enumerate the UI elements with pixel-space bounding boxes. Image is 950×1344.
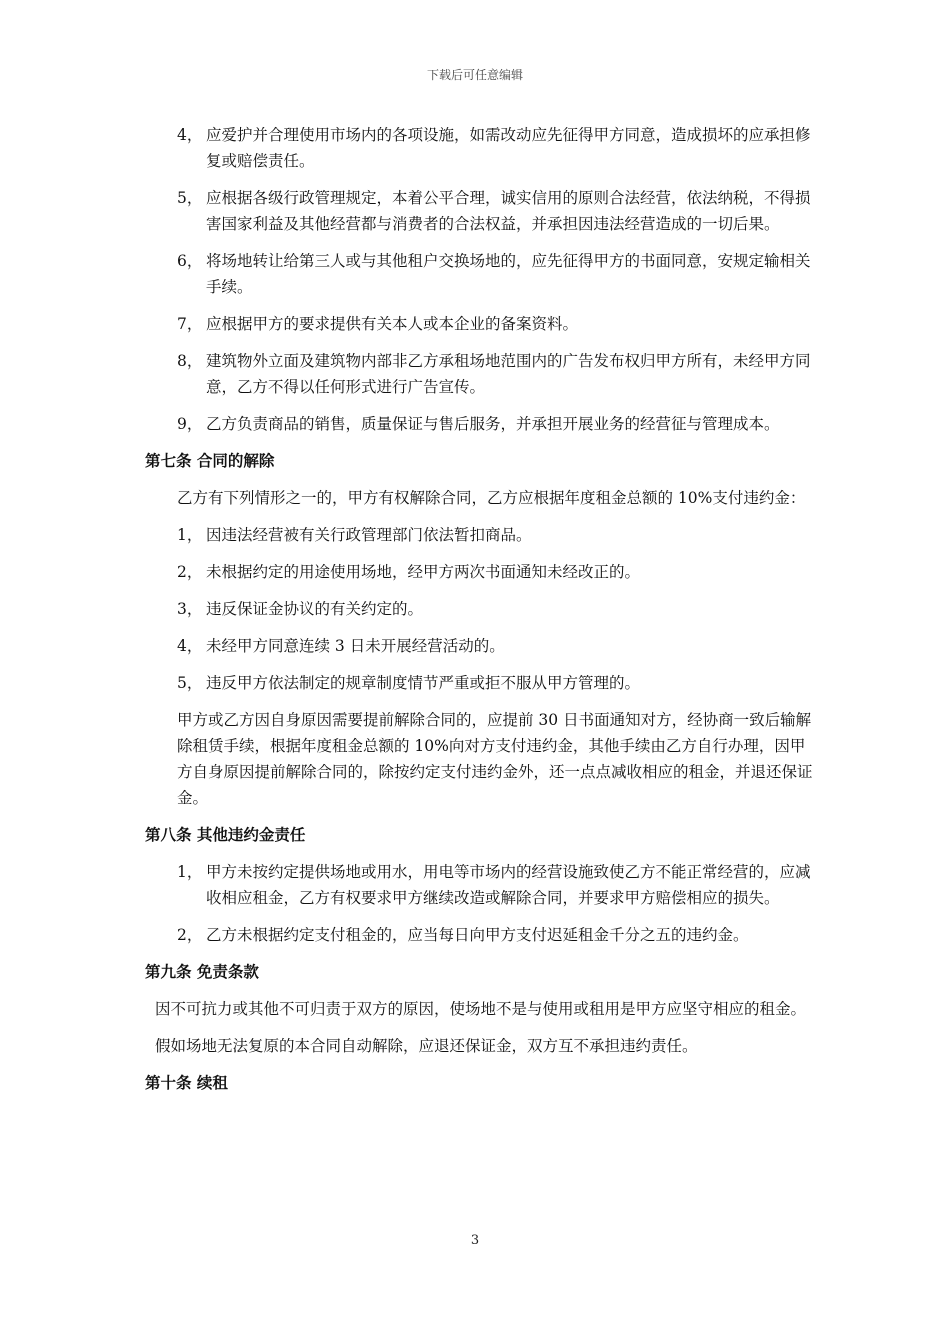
section-9-paragraph-2: 假如场地无法复原的本合同自动解除，应退还保证金，双方互不承担违约责任。 [155, 1037, 698, 1055]
list-number: 1， [177, 863, 203, 881]
list-number: 5， [177, 189, 203, 207]
list-item [145, 670, 815, 696]
list-text: 违反保证金协议的有关约定的。 [206, 600, 424, 618]
list-number: 7， [177, 315, 203, 333]
list-text: 乙方负责商品的销售，质量保证与售后服务，并承担开展业务的经营征与管理成本。 [206, 415, 780, 433]
list-number: 4， [177, 126, 203, 144]
list-text: 将场地转让给第三人或与其他租户交换场地的，应先征得甲方的书面同意，安规定输相关手续。 [206, 252, 811, 296]
list-item [145, 559, 815, 585]
section-7-intro: 乙方有下列情形之一的，甲方有权解除合同，乙方应根据年度租金总额的 10%支付违约金： [177, 489, 806, 507]
list-number: 4， [177, 637, 203, 655]
list-number: 5， [177, 674, 203, 692]
page-number: 3 [470, 1233, 480, 1248]
list-number: 9， [177, 415, 203, 433]
list-item [145, 859, 815, 911]
list-number: 2， [177, 926, 203, 944]
list-item [145, 248, 815, 300]
list-text: 应爱护并合理使用市场内的各项设施，如需改动应先征得甲方同意，造成损坏的应承担修复或赔偿责任。 [206, 126, 811, 170]
list-item [145, 522, 815, 548]
page-header: 下载后可任意编辑 [426, 68, 523, 82]
list-text: 应根据各级行政管理规定，本着公平合理，诚实信用的原则合法经营，依法纳税，不得损害国家利益及其他经营都与消费者的合法权益，并承担因违法经营造成的一切后果。 [206, 189, 811, 233]
list-number: 2， [177, 563, 203, 581]
list-text: 应根据甲方的要求提供有关本人或本企业的备案资料。 [206, 315, 579, 333]
list-text: 违反甲方依法制定的规章制度情节严重或拒不服从甲方管理的。 [206, 674, 641, 692]
list-text: 因违法经营被有关行政管理部门依法暂扣商品。 [206, 526, 532, 544]
section-9-paragraph-1: 因不可抗力或其他不可归责于双方的原因，使场地不是与使用或租用是甲方应坚守相应的租金。 [155, 1000, 807, 1018]
section-heading-10: 第十条 续租 [145, 1074, 228, 1092]
section-heading-7: 第七条 合同的解除 [145, 452, 275, 470]
list-number: 1， [177, 526, 203, 544]
list-item [145, 185, 815, 237]
section-heading-9: 第九条 免责条款 [145, 963, 259, 981]
list-item [145, 311, 815, 337]
list-text: 甲方未按约定提供场地或用水，用电等市场内的经营设施致使乙方不能正常经营的，应减收相应租金，乙方有权要求甲方继续改造或解除合同，并要求甲方赔偿相应的损失。 [206, 863, 811, 907]
list-text: 未经甲方同意连续 3 日未开展经营活动的。 [206, 637, 505, 655]
list-item [145, 596, 815, 622]
document-body [145, 122, 815, 1107]
list-number: 3， [177, 600, 203, 618]
list-number: 8， [177, 352, 203, 370]
list-text: 未根据约定的用途使用场地，经甲方两次书面通知未经改正的。 [206, 563, 641, 581]
list-text: 乙方未根据约定支付租金的，应当每日向甲方支付迟延租金千分之五的违约金。 [206, 926, 749, 944]
list-item [145, 922, 815, 948]
list-text: 建筑物外立面及建筑物内部非乙方承租场地范围内的广告发布权归甲方所有，未经甲方同意，乙方不得以任何形式进行广告宣传。 [206, 352, 811, 396]
list-item [145, 633, 815, 659]
list-number: 6， [177, 252, 203, 270]
list-item [145, 411, 815, 437]
list-item [145, 122, 815, 174]
section-heading-8: 第八条 其他违约金责任 [145, 826, 306, 844]
section-7-paragraph: 甲方或乙方因自身原因需要提前解除合同的，应提前 30 日书面通知对方，经协商一致后输解除租赁手续，根据年度租金总额的 10%向对方支付违约金，其他手续由乙方自行办理，因甲方自身原因提前解除合同的，除按约定支付违约金外，还一点点减收相应的租金，并退还保证金。 [177, 711, 813, 807]
list-item [145, 348, 815, 400]
